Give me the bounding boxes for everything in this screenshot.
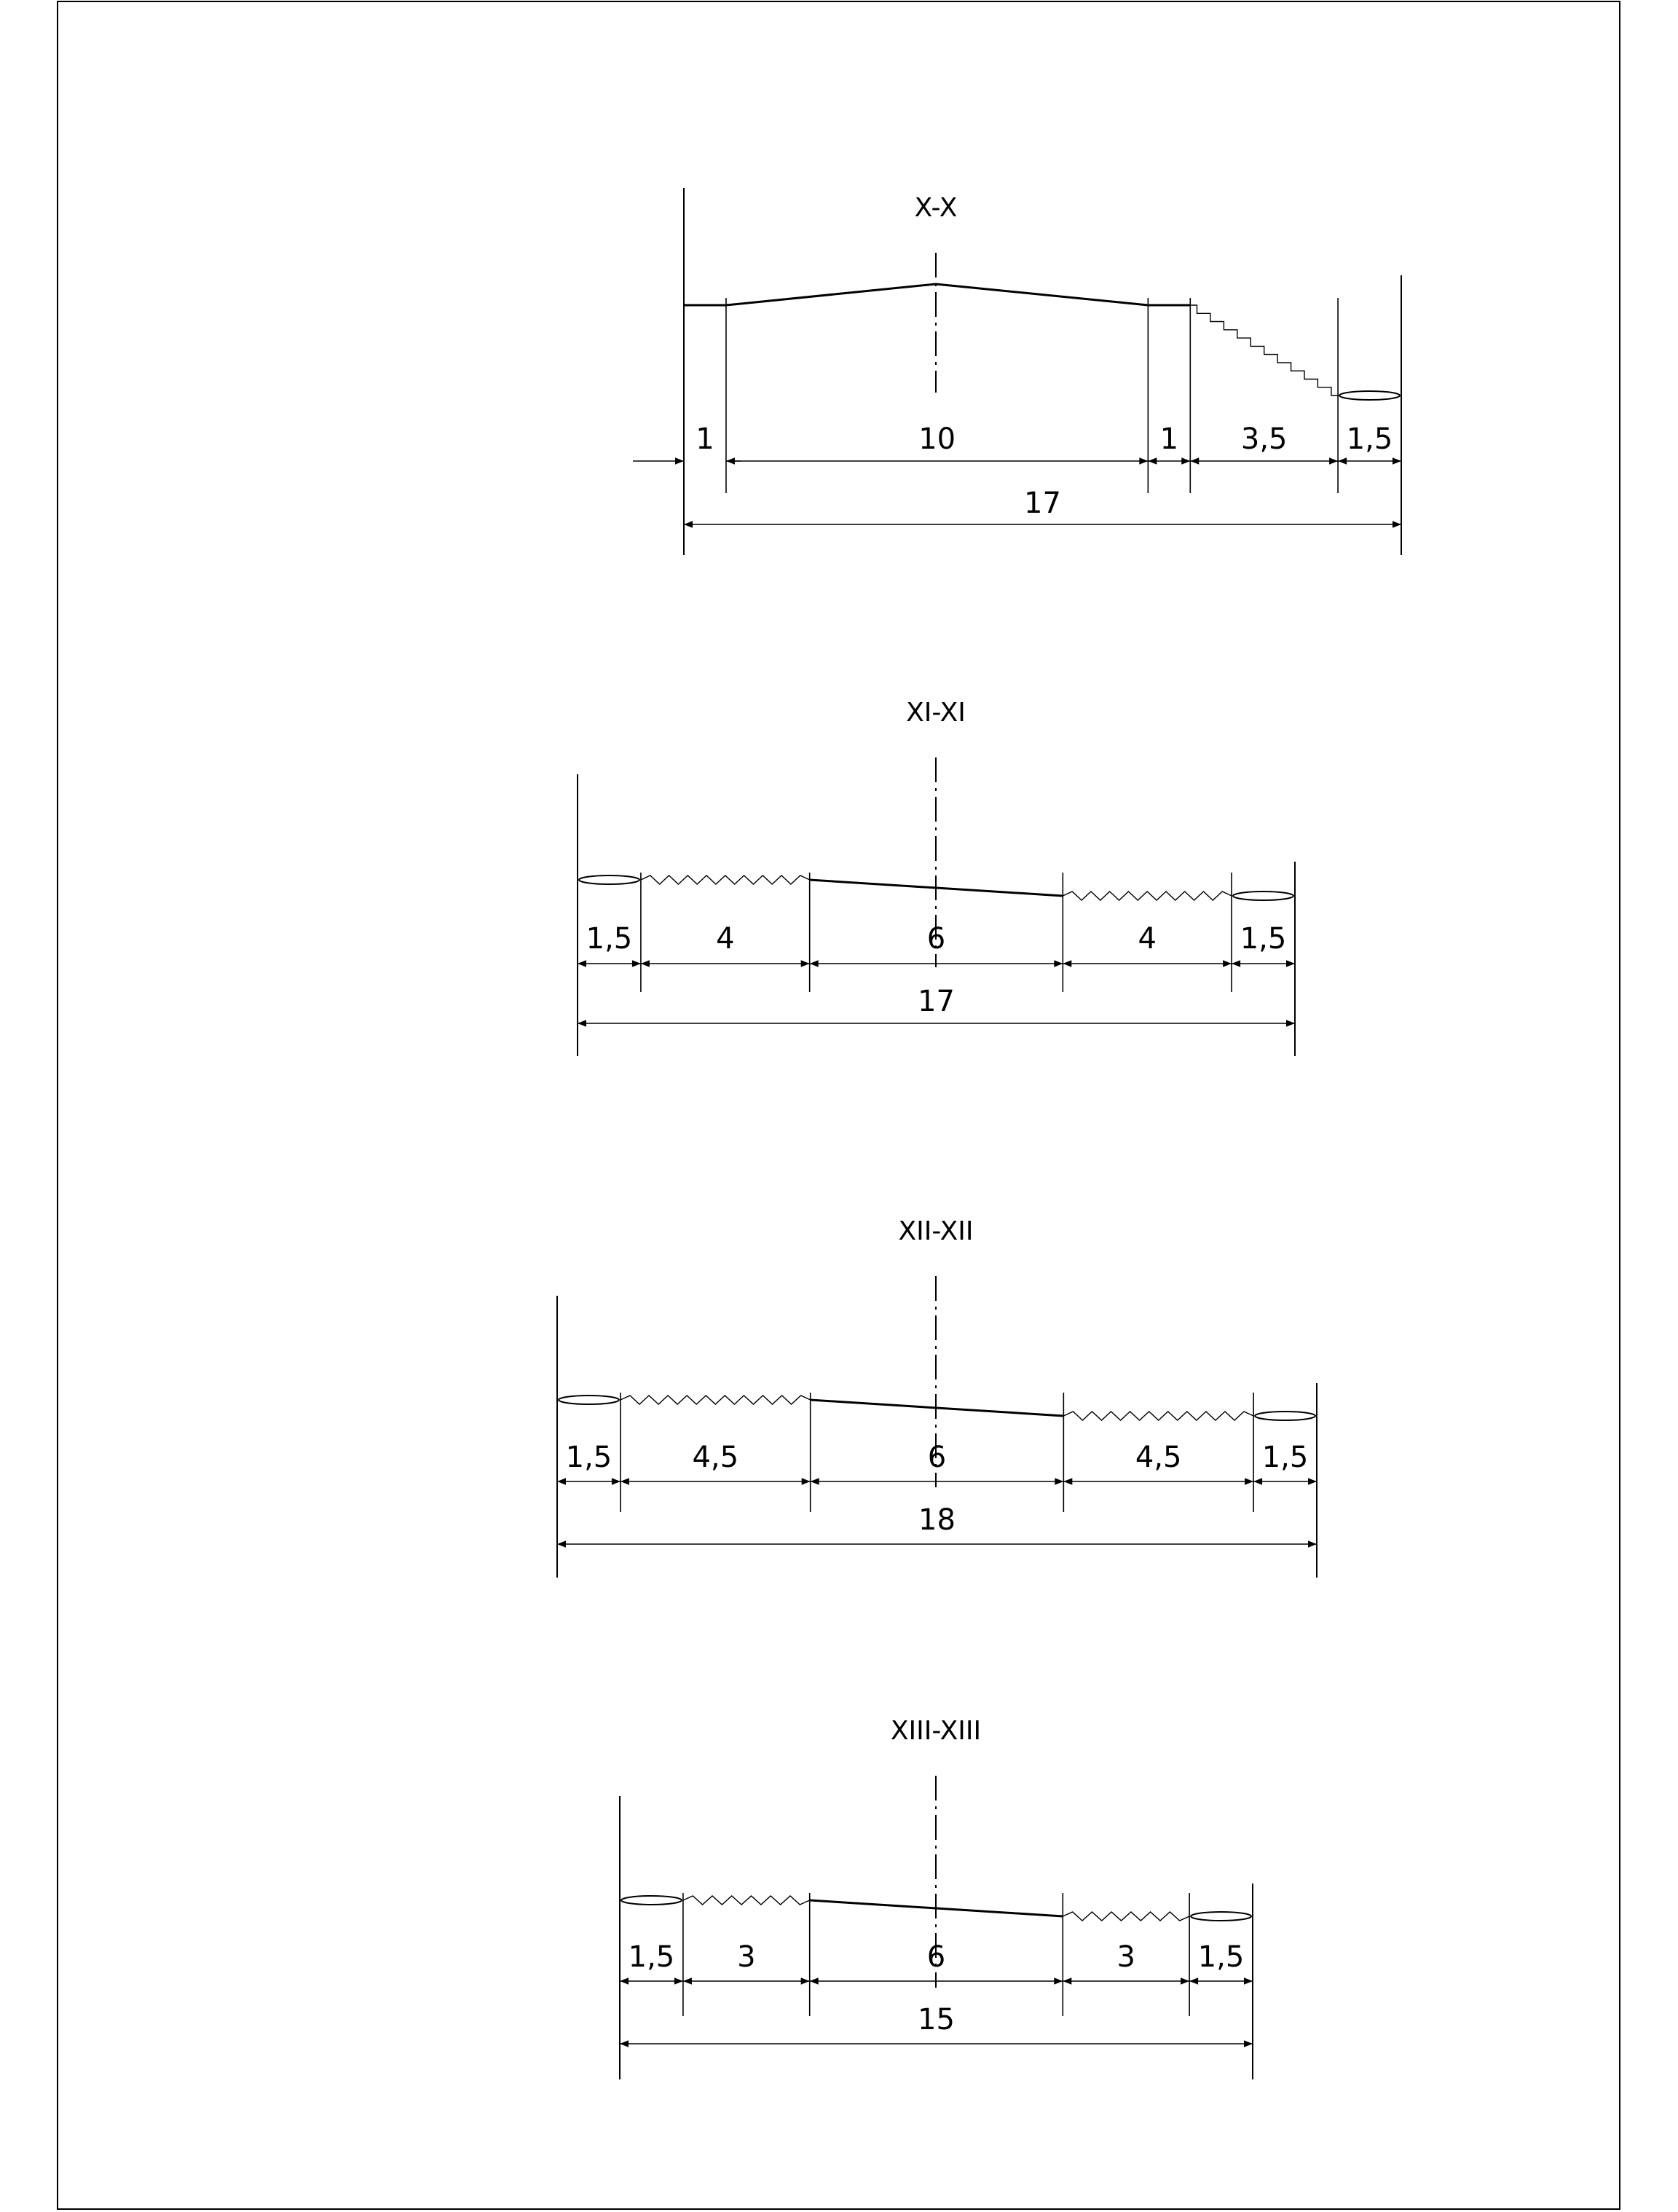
planted-strip-right xyxy=(1063,892,1232,900)
curb-symbol-left xyxy=(621,1896,682,1905)
total-width-label: 17 xyxy=(1024,487,1061,520)
curb-symbol-right xyxy=(1255,1412,1315,1420)
segment-width-label: 1,5 xyxy=(586,922,633,956)
segment-width-label: 1,5 xyxy=(1197,1940,1245,1974)
segment-width-label: 4 xyxy=(1138,922,1157,956)
carriageway-surface xyxy=(726,284,1148,305)
segment-width-label: 1,5 xyxy=(1240,922,1287,956)
planted-strip-right xyxy=(1063,1912,1189,1921)
section-title: XI-XI xyxy=(906,698,966,728)
segment-width-label: 4 xyxy=(716,922,735,956)
cross-section-xii xyxy=(557,1216,1317,1578)
cross-section-xiii xyxy=(620,1716,1253,2079)
sheet-frame xyxy=(58,1,1620,2209)
curb-symbol xyxy=(1339,391,1400,400)
curb-symbol-left xyxy=(559,1396,619,1404)
cross-section-x xyxy=(633,188,1401,555)
segment-width-label: 4,5 xyxy=(692,1441,739,1474)
section-title: XIII-XIII xyxy=(890,1716,982,1746)
segment-width-label: 4,5 xyxy=(1135,1441,1182,1474)
planted-strip-left xyxy=(683,1896,810,1905)
segment-width-label: 1 xyxy=(1159,422,1179,456)
segment-width-label: 10 xyxy=(918,422,956,456)
section-title: XII-XII xyxy=(898,1216,974,1246)
segment-width-label: 6 xyxy=(927,1441,947,1474)
planted-strip-left xyxy=(641,875,810,884)
segment-width-label: 1,5 xyxy=(1261,1441,1309,1474)
curb-symbol-right xyxy=(1191,1912,1251,1921)
cross-section-xi xyxy=(578,698,1295,1056)
total-width-label: 17 xyxy=(918,985,955,1018)
segment-width-label: 1,5 xyxy=(1346,422,1393,456)
total-width-label: 18 xyxy=(918,1503,956,1537)
planted-strip-right xyxy=(1063,1412,1253,1420)
segment-width-label: 6 xyxy=(926,922,946,956)
slope-surface xyxy=(1190,305,1338,395)
carriageway-surface xyxy=(811,1400,1064,1416)
segment-width-label: 3 xyxy=(1116,1940,1135,1974)
segment-width-label: 1 xyxy=(696,422,714,456)
cross-sections xyxy=(557,188,1401,2079)
total-width-label: 15 xyxy=(918,2003,955,2036)
segment-width-label: 3,5 xyxy=(1240,422,1288,456)
curb-symbol-left xyxy=(579,875,639,884)
planted-strip-left xyxy=(621,1396,811,1404)
segment-dimensions xyxy=(557,1441,1317,1481)
segment-width-label: 3 xyxy=(737,1940,756,1974)
segment-width-label: 6 xyxy=(926,1940,946,1974)
segment-width-label: 1,5 xyxy=(565,1441,612,1474)
segment-dimensions xyxy=(633,422,1401,461)
curb-symbol-right xyxy=(1233,892,1293,900)
section-title: X-X xyxy=(914,193,958,223)
segment-width-label: 1,5 xyxy=(628,1940,675,1974)
